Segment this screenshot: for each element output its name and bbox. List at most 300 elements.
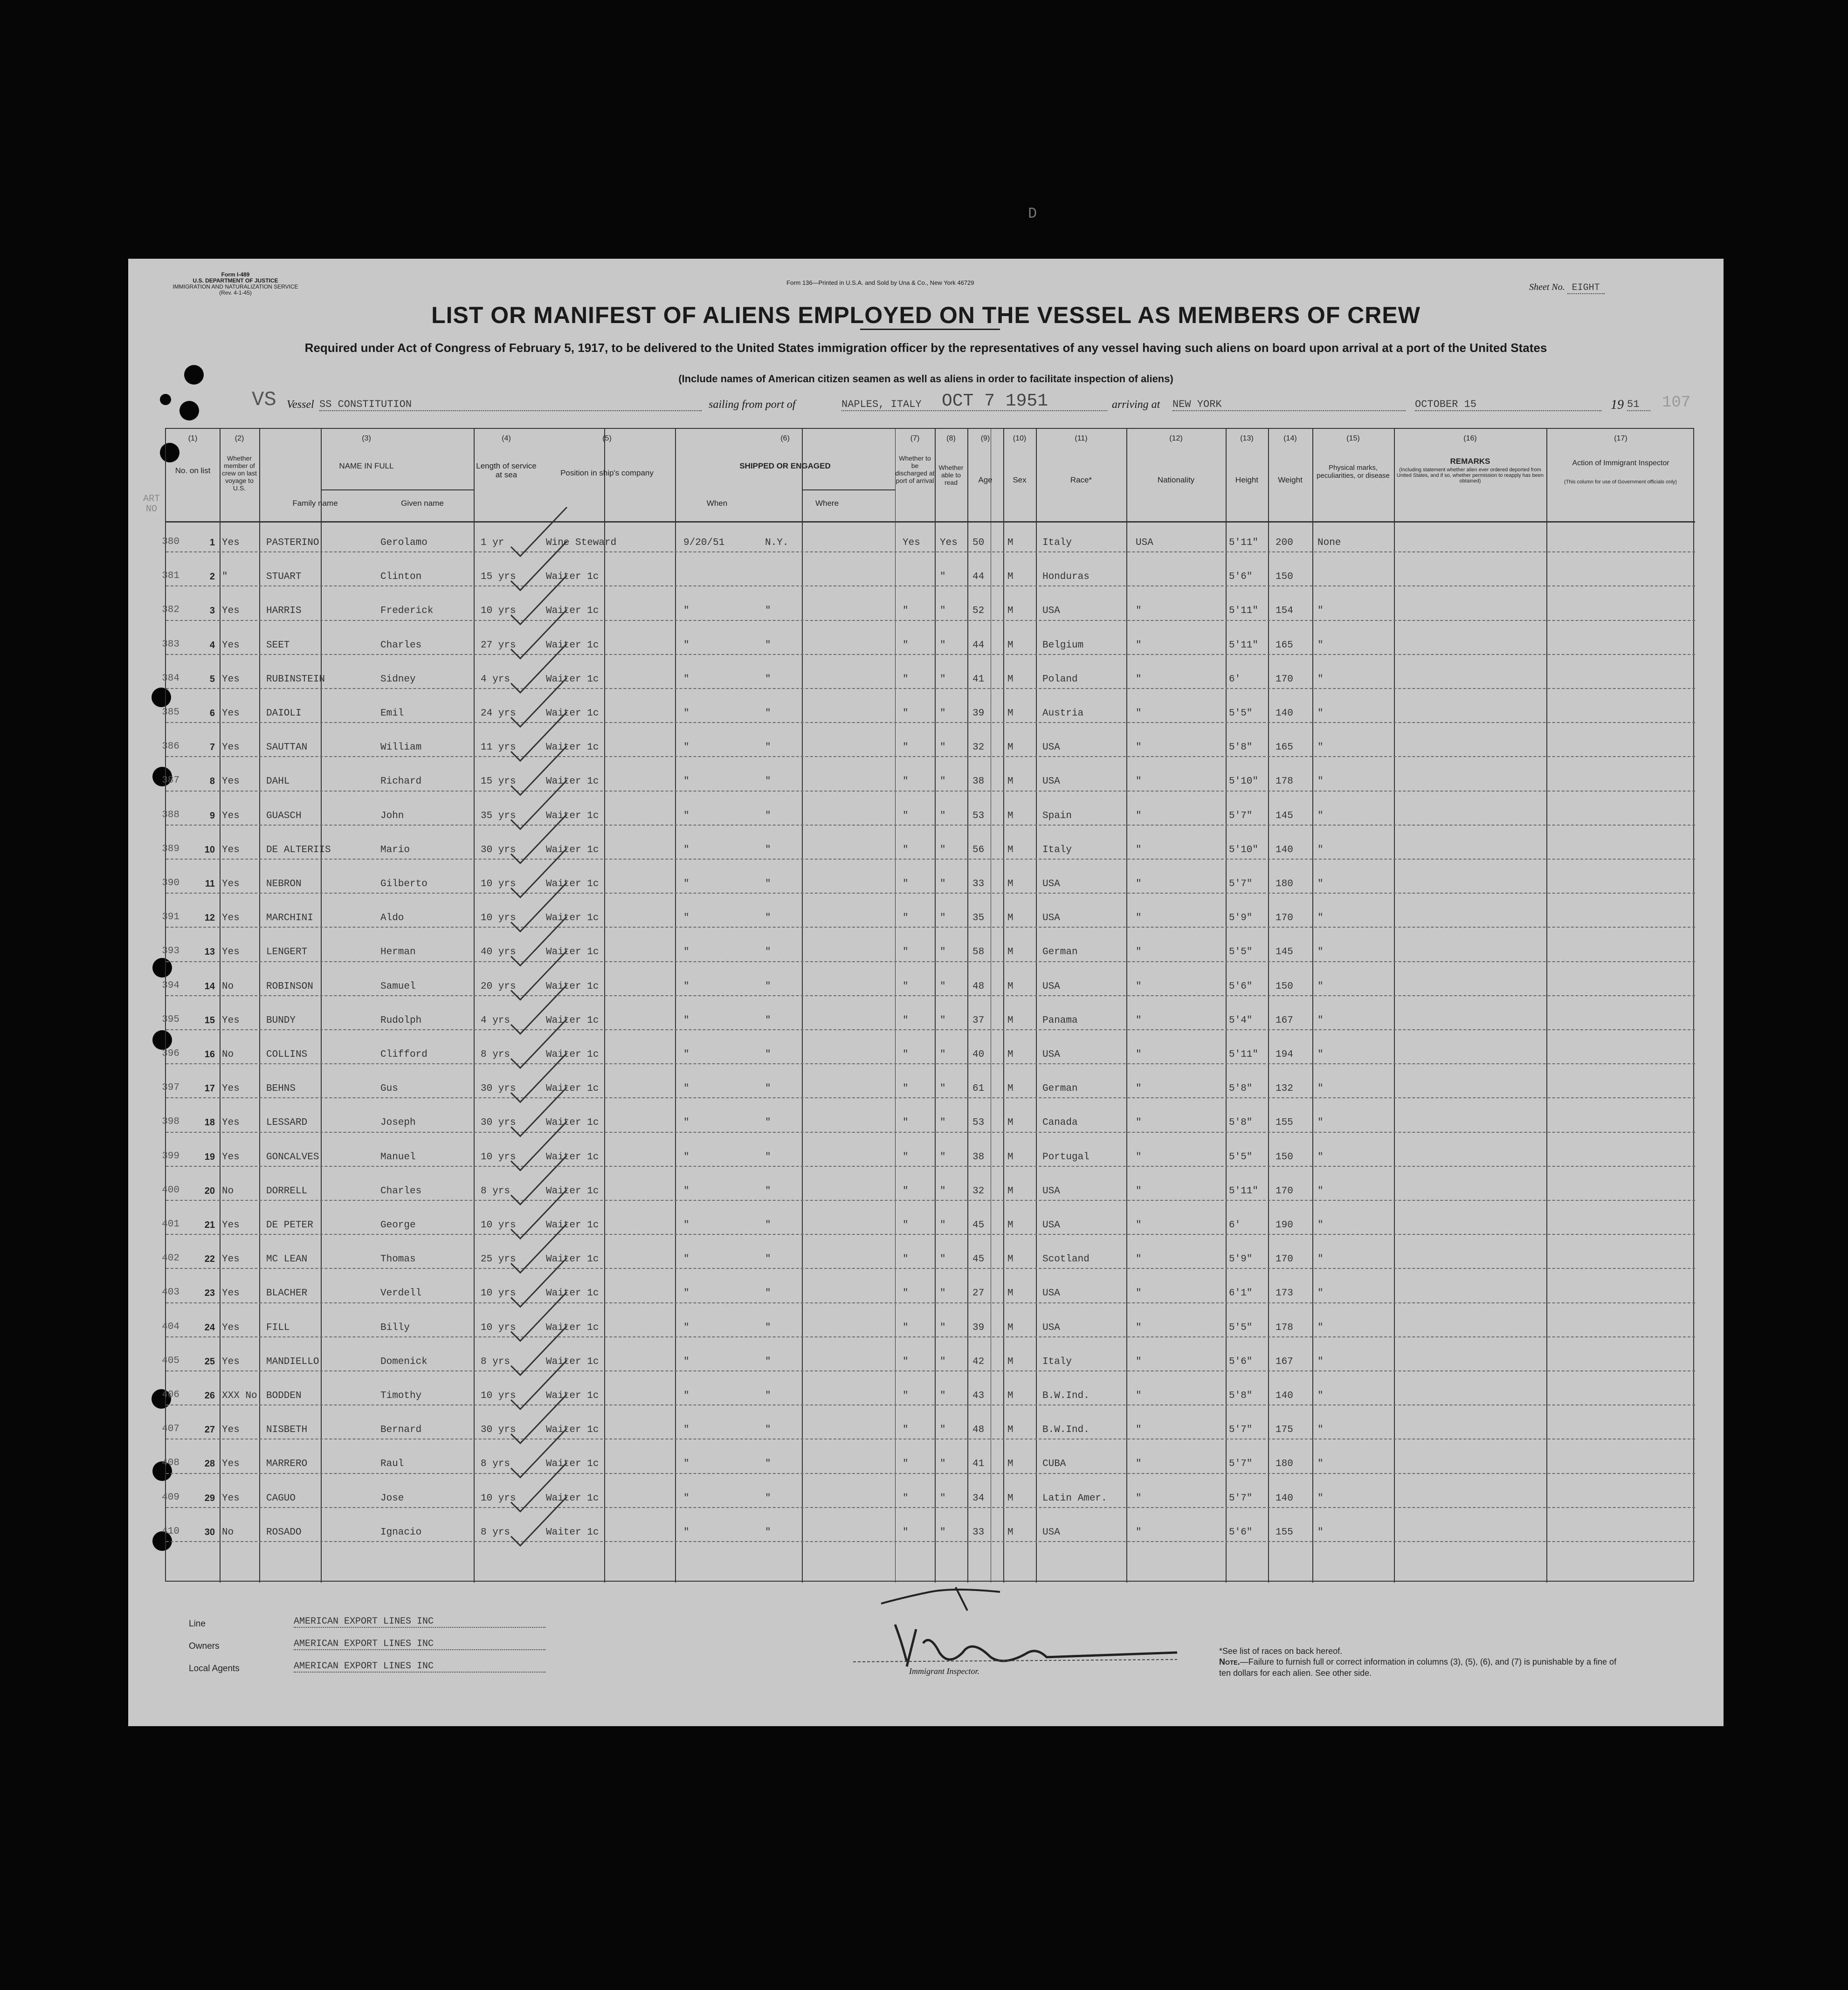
cell-position: Waiter 1c [546,1288,599,1299]
cell-discharged: " [903,1322,909,1333]
title-underline [860,329,1000,330]
row-number: 29 [204,1493,215,1503]
inspector-signature [711,1559,1247,1680]
cell-service: 10 yrs [481,1493,516,1504]
cell-sex: M [1007,1049,1014,1060]
cell-position: Waiter 1c [546,742,599,753]
header-length-of-service: Length of service at sea [476,461,537,479]
cell-read: " [940,1151,946,1163]
column-rule [675,429,676,1583]
cell-nationality: " [1136,606,1142,617]
arriving-label: arriving at [1112,399,1160,411]
art-no-label: ART NO [143,494,160,515]
row-rule [166,1029,1695,1030]
check-mark [511,1122,567,1171]
row-rule [166,859,1695,860]
check-mark [511,1292,567,1341]
cell-age: 45 [972,1254,985,1265]
cell-service: 1 yr [481,537,504,548]
cell-crew: No [222,1049,234,1060]
cell-height: 5'7" [1229,1425,1253,1436]
row-rule [166,927,1695,928]
cell-crew: Yes [222,1220,240,1231]
cell-sex: M [1007,1459,1014,1470]
cell-where: " [765,1083,771,1095]
cell-marks: None [1317,537,1341,548]
cell-read: " [940,1049,946,1060]
cell-service: 10 yrs [481,1288,516,1299]
art-number: 388 [162,809,179,820]
cell-nationality: " [1136,879,1142,889]
cell-service: 27 yrs [481,640,516,651]
art-number: 409 [162,1492,179,1503]
cell-crew: Yes [222,1083,240,1095]
column-rule [967,429,968,1583]
cell-service: 15 yrs [481,572,516,583]
column-number: (9) [980,434,990,442]
cell-nationality: " [1136,947,1142,958]
art-number: 405 [162,1355,179,1366]
cell-given: Richard [380,776,422,787]
cell-given: Herman [380,947,416,958]
cell-discharged: " [903,1425,909,1436]
cell-sex: M [1007,606,1014,617]
cell-height: 5'6" [1229,1527,1253,1538]
vessel-value: SS CONSTITUTION [319,399,702,411]
cell-where: " [765,810,771,821]
cell-height: 5'8" [1229,1083,1253,1095]
checkmark-strokes [502,429,623,1583]
cell-weight: 165 [1276,742,1293,753]
vs-mark: VS [252,388,276,412]
header-remarks-note: (Including statement whether alien ever ordered deported from United States, and if so, whether permission to reapply has been obtained) [1397,467,1544,484]
cell-family: MARCHINI [266,913,313,924]
row-number: 8 [209,776,215,787]
art-number: 396 [162,1048,179,1059]
column-number: (5) [602,434,612,442]
note-text: —Failure to furnish full or correct information in columns (3), (5), (6), and (7) is punishable by a fine of ten dollars for each alien. See other side. [1219,1657,1617,1678]
port-to-value: NEW YORK [1172,399,1406,411]
check-mark [511,1394,567,1443]
cell-when: " [683,1220,690,1231]
row-rule [166,1097,1695,1098]
cell-where: " [765,640,771,651]
cell-service: 10 yrs [481,606,516,617]
cell-read: " [940,776,946,787]
row-number: 23 [204,1288,215,1299]
cell-height: 5'8" [1229,1117,1253,1129]
cell-sex: M [1007,844,1014,855]
cell-race: USA [1042,981,1060,992]
row-number: 9 [209,810,215,821]
cell-marks: " [1317,1151,1324,1163]
cell-service: 4 yrs [481,674,510,685]
cell-given: Gus [380,1083,398,1095]
cell-discharged: " [903,1049,909,1060]
cell-height: 6'1" [1229,1288,1253,1299]
cell-read: " [940,1220,946,1231]
cell-sex: M [1007,1185,1014,1197]
cell-where: N.Y. [765,537,789,548]
cell-family: DE ALTERIIS [266,844,331,855]
cell-service: 10 yrs [481,879,516,889]
cell-height: 5'8" [1229,1391,1253,1401]
cell-service: 30 yrs [481,1117,516,1129]
cell-discharged: " [903,640,909,651]
header-sex: Sex [1013,475,1027,484]
row-rule [166,1507,1695,1508]
column-rule [1312,429,1313,1583]
cell-position: Waiter 1c [546,640,599,651]
cell-family: LENGERT [266,947,308,958]
cell-age: 39 [972,1322,985,1333]
cell-marks: " [1317,1322,1324,1333]
cell-given: William [380,742,422,753]
cell-discharged: " [903,1015,909,1026]
cell-service: 8 yrs [481,1459,510,1470]
cell-family: FILL [266,1322,290,1333]
cell-sex: M [1007,1220,1014,1231]
cell-marks: " [1317,810,1324,821]
check-mark [511,1190,567,1239]
check-mark [511,507,567,556]
cell-race: USA [1042,913,1060,924]
cell-weight: 140 [1276,1391,1293,1401]
cell-weight: 145 [1276,947,1293,958]
header-inspector-note: (This column for use of Government officials only) [1564,479,1677,485]
cell-nationality: " [1136,640,1142,651]
vessel-label: Vessel [287,399,314,411]
cell-race: USA [1042,776,1060,787]
row-rule [166,722,1695,723]
cell-race: USA [1042,1527,1060,1538]
cell-when: " [683,913,690,924]
cell-where: " [765,1117,771,1129]
cell-nationality: " [1136,1049,1142,1060]
cell-marks: " [1317,1185,1324,1197]
cell-age: 34 [972,1493,985,1504]
column-rule [259,429,260,1583]
cell-read: " [940,879,946,889]
cell-marks: " [1317,1254,1324,1265]
cell-age: 44 [972,640,985,651]
art-number: 404 [162,1321,179,1332]
cell-marks: " [1317,1391,1324,1401]
column-rule [895,429,896,1583]
cell-read: " [940,1493,946,1504]
header-shipped-engaged: SHIPPED OR ENGAGED [739,461,831,470]
cell-race: Canada [1042,1117,1078,1129]
cell-read: " [940,1527,946,1538]
cell-read: " [940,1254,946,1265]
art-number: 387 [162,775,179,786]
cell-given: Manuel [380,1151,416,1163]
cell-age: 58 [972,947,985,958]
page-subtitle: Required under Act of Congress of February 5, 1917, to be delivered to the United States immigration officer by the representatives of any vessel having such aliens on board upon arrival at a port of the United States [304,341,1547,355]
cell-weight: 150 [1276,981,1293,992]
cell-age: 39 [972,708,985,719]
cell-race: Austria [1042,708,1084,719]
cell-position: Waiter 1c [546,708,599,719]
cell-family: RUBINSTEIN [266,674,325,685]
cell-position: Waiter 1c [546,1493,599,1504]
art-number: 398 [162,1116,179,1128]
cell-weight: 140 [1276,708,1293,719]
cell-family: DAIOLI [266,708,302,719]
cell-sex: M [1007,1015,1014,1026]
cell-marks: " [1317,1425,1324,1436]
cell-where: " [765,708,771,719]
row-number: 13 [204,947,215,957]
cell-given: Sidney [380,674,416,685]
cell-weight: 190 [1276,1220,1293,1231]
cell-given: Clinton [380,572,422,583]
cell-nationality: " [1136,1220,1142,1231]
cell-family: GONCALVES [266,1151,319,1163]
cell-when: " [683,947,690,958]
cell-given: Billy [380,1322,410,1333]
cell-discharged: " [903,1391,909,1401]
cell-age: 45 [972,1220,985,1231]
cell-when: " [683,1185,690,1197]
cell-when: 9/20/51 [683,537,725,548]
cell-read: " [940,810,946,821]
column-number: (16) [1463,434,1477,442]
cell-height: 5'5" [1229,708,1253,719]
column-rule [1003,429,1004,1583]
cell-weight: 194 [1276,1049,1293,1060]
cell-given: Timothy [380,1391,422,1401]
cell-family: MARRERO [266,1459,308,1470]
cell-where: " [765,1288,771,1299]
cell-race: Italy [1042,1356,1072,1367]
row-number: 2 [209,572,215,582]
cell-sex: M [1007,810,1014,821]
cell-age: 43 [972,1391,985,1401]
cell-weight: 167 [1276,1356,1293,1367]
cell-weight: 155 [1276,1117,1293,1129]
cell-sex: M [1007,1254,1014,1265]
cell-position: Waiter 1c [546,1425,599,1436]
row-number: 27 [204,1425,215,1435]
cell-position: Waiter 1c [546,1527,599,1538]
column-rule [1126,429,1127,1583]
cell-discharged: " [903,708,909,719]
cell-service: 10 yrs [481,1391,516,1401]
row-rule [166,1336,1695,1337]
cell-marks: " [1317,1117,1324,1129]
row-rule [166,1234,1695,1235]
date-stamp: OCT 7 1951 [942,391,1048,411]
crew-table [165,428,1694,1582]
cell-marks: " [1317,1493,1324,1504]
cell-sex: M [1007,913,1014,924]
cell-when: " [683,810,690,821]
cell-height: 5'5" [1229,1322,1253,1333]
cell-sex: M [1007,1493,1014,1504]
inspector-label: Immigrant Inspector. [909,1666,979,1676]
cell-marks: " [1317,640,1324,651]
cell-height: 5'11" [1229,640,1259,651]
cell-given: Aldo [380,913,404,924]
cell-when: " [683,879,690,889]
cell-discharged: " [903,1185,909,1197]
cell-position: Waiter 1c [546,1254,599,1265]
cell-weight: 167 [1276,1015,1293,1026]
cell-read: " [940,844,946,855]
cell-discharged: " [903,1220,909,1231]
cell-crew: Yes [222,742,240,753]
cell-weight: 170 [1276,1254,1293,1265]
cell-given: Rudolph [380,1015,422,1026]
cell-read: " [940,1425,946,1436]
cell-discharged: " [903,913,909,924]
cell-where: " [765,879,771,889]
cell-service: 8 yrs [481,1356,510,1367]
check-mark [511,951,567,1000]
cell-read: " [940,1391,946,1401]
cell-race: USA [1042,742,1060,753]
row-number: 12 [204,913,215,923]
row-number: 15 [204,1015,215,1026]
note-label: Note. [1219,1657,1240,1666]
sheet-value: EIGHT [1567,282,1605,294]
column-number: (6) [780,434,790,442]
cell-given: Mario [380,844,410,855]
cell-weight: 175 [1276,1425,1293,1436]
cell-given: John [380,810,404,821]
cell-read: " [940,1083,946,1095]
form-number: Form I-489 [221,271,250,278]
cell-race: USA [1042,1220,1060,1231]
cell-race: Italy [1042,844,1072,855]
cell-crew: No [222,981,234,992]
page-stamp: 107 [1662,394,1691,412]
cell-race: German [1042,1083,1078,1095]
cell-family: SEET [266,640,290,651]
row-number: 11 [205,879,215,889]
check-mark [511,575,567,624]
cell-service: 35 yrs [481,810,516,821]
art-number: 395 [162,1014,179,1025]
cell-family: GUASCH [266,810,302,821]
cell-height: 5'7" [1229,1459,1253,1470]
cell-nationality: " [1136,810,1142,821]
cell-when: " [683,1322,690,1333]
cell-nationality: " [1136,1322,1142,1333]
cell-sex: M [1007,537,1014,548]
check-mark [511,1326,567,1375]
cell-where: " [765,1015,771,1026]
cell-given: Raul [380,1459,404,1470]
row-number: 7 [209,742,215,753]
cell-sex: M [1007,1391,1014,1401]
form-revision: (Rev. 4-1-45) [219,289,252,296]
cell-nationality: " [1136,844,1142,855]
cell-crew: Yes [222,1288,240,1299]
cell-position: Waiter 1c [546,1185,599,1197]
art-number: 403 [162,1287,179,1298]
cell-weight: 170 [1276,913,1293,924]
cell-nationality: " [1136,1254,1142,1265]
cell-where: " [765,776,771,787]
cell-age: 50 [972,537,985,548]
cell-race: USA [1042,879,1060,889]
header-no-on-list: No. on list [175,466,211,475]
art-number: 399 [162,1150,179,1162]
art-number: 389 [162,843,179,854]
cell-age: 42 [972,1356,985,1367]
cell-marks: " [1317,708,1324,719]
cell-race: Poland [1042,674,1078,685]
cell-age: 38 [972,1151,985,1163]
cell-where: " [765,1425,771,1436]
row-number: 17 [204,1083,215,1094]
cell-when: " [683,1254,690,1265]
races-note: *See list of races on back hereof. [1219,1646,1343,1656]
cell-when: " [683,1083,690,1095]
row-rule [166,1541,1695,1542]
cell-when: " [683,640,690,651]
cell-service: 30 yrs [481,844,516,855]
cell-service: 30 yrs [481,1083,516,1095]
cell-height: 5'5" [1229,947,1253,958]
header-family-name: Family name [292,499,338,508]
cell-nationality: " [1136,1288,1142,1299]
cell-position: Waiter 1c [546,913,599,924]
header-discharged: Whether to be discharged at port of arrival [895,454,935,484]
cell-family: ROBINSON [266,981,313,992]
art-number: 400 [162,1184,179,1196]
column-rule [1226,429,1227,1583]
row-rule [166,551,1695,552]
cell-position: Waiter 1c [546,1356,599,1367]
column-number: (2) [234,434,244,442]
row-rule [166,1268,1695,1269]
cell-where: " [765,1356,771,1367]
row-rule [166,961,1695,962]
art-number: 402 [162,1253,179,1264]
sailing-label: sailing from port of [709,399,796,411]
cell-marks: " [1317,1527,1324,1538]
cell-nationality: " [1136,1083,1142,1095]
cell-marks: " [1317,1049,1324,1060]
check-mark [511,1497,567,1546]
column-rule [1394,429,1395,1583]
art-number: 397 [162,1082,179,1094]
cell-race: Honduras [1042,572,1089,583]
column-rule [1268,429,1269,1583]
cell-where: " [765,1493,771,1504]
cell-where: " [765,1459,771,1470]
cell-weight: 170 [1276,1185,1293,1197]
cell-weight: 170 [1276,674,1293,685]
cell-height: 5'9" [1229,1254,1253,1265]
cell-read: " [940,1015,946,1026]
cell-weight: 178 [1276,1322,1293,1333]
cell-weight: 132 [1276,1083,1293,1095]
cell-race: German [1042,947,1078,958]
cell-read: " [940,572,946,583]
cell-age: 37 [972,1015,985,1026]
cell-nationality: " [1136,1117,1142,1129]
line-value: AMERICAN EXPORT LINES INC [294,1616,545,1628]
column-number: (1) [188,434,198,442]
cell-given: Charles [380,1185,422,1197]
cell-age: 40 [972,1049,985,1060]
cell-sex: M [1007,1083,1014,1095]
cell-marks: " [1317,879,1324,889]
